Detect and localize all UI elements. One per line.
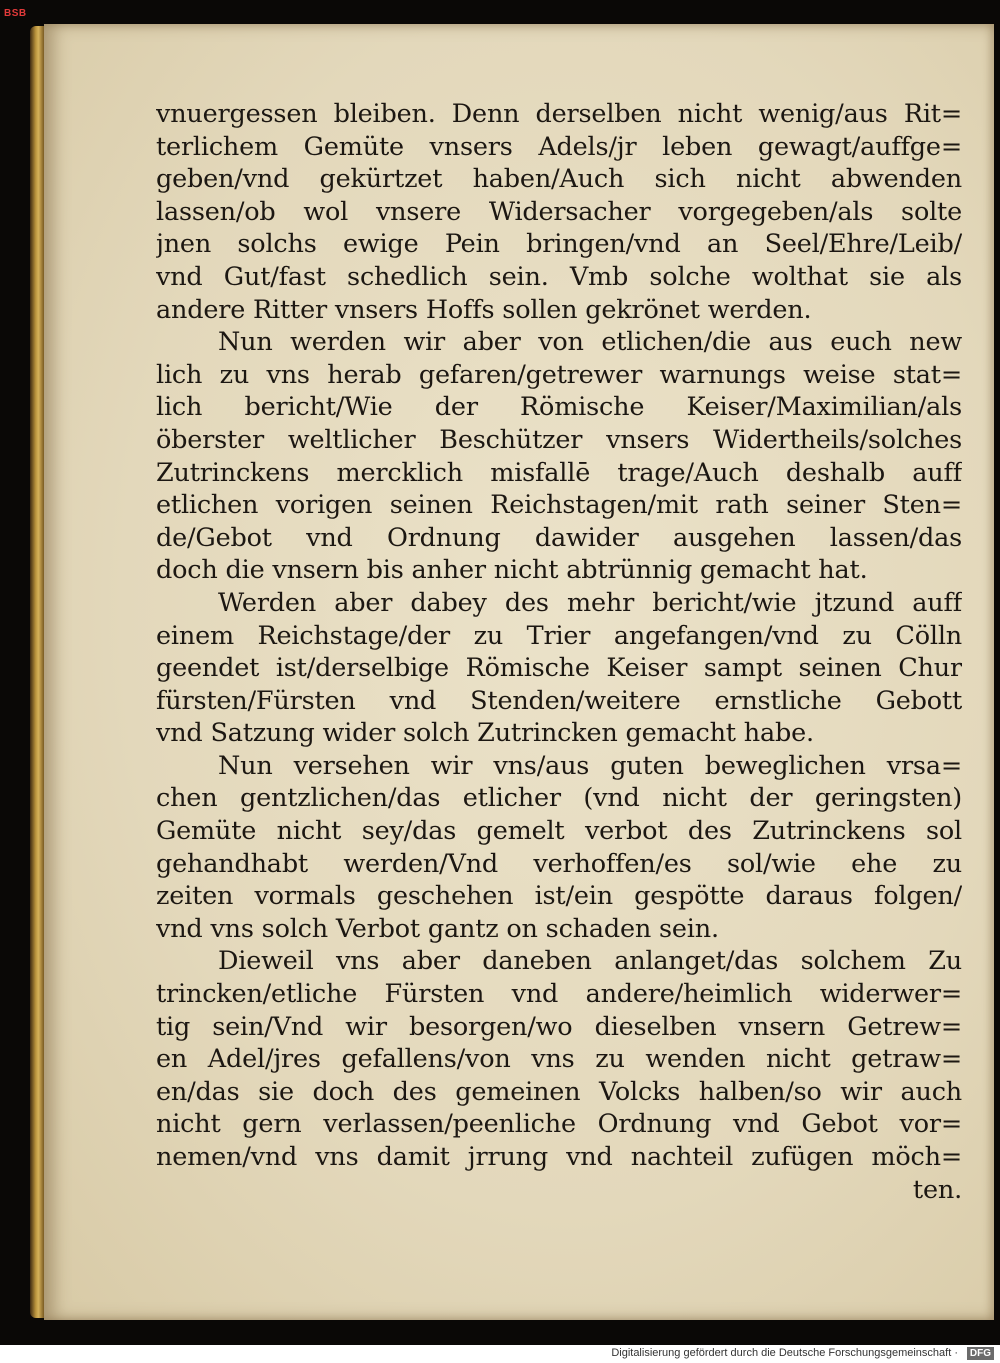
text-line: gehandhabt werden/Vnd verhoffen/es sol/wie ehe zu xyxy=(156,848,962,879)
book-edge xyxy=(30,26,44,1318)
text-line: de/Gebot vnd Ordnung dawider ausgehen lassen/das xyxy=(156,522,962,553)
library-watermark: BSB xyxy=(4,8,27,19)
paragraph-start-line: Nun versehen wir vns/aus guten beweglichen vrsa= xyxy=(218,750,962,781)
text-line: andere Ritter vnsers Hoffs sollen gekrönet werden. xyxy=(156,294,812,325)
text-line: vnd vns solch Verbot gantz on schaden sein. xyxy=(156,913,719,944)
text-line: nicht gern verlassen/peenliche Ordnung vnd Gebot vor= xyxy=(156,1109,962,1140)
paragraph-start-line: Werden aber dabey des mehr bericht/wie jtzund auff xyxy=(218,587,962,618)
text-line: en Adel/jres gefallens/von vns zu wenden nicht getraw= xyxy=(156,1044,962,1075)
catchword: ten. xyxy=(912,1174,962,1205)
text-line: vnd Gut/fast schedlich sein. Vmb solche wolthat sie als xyxy=(156,261,962,292)
text-line: öberster weltlicher Beschützer vnsers Widertheils/solches xyxy=(156,424,962,455)
text-line: vnd Satzung wider solch Zutrincken gemacht habe. xyxy=(156,718,814,749)
text-line: etlichen vorigen seinen Reichstagen/mit rath seiner Sten= xyxy=(156,490,962,521)
text-line: trincken/etliche Fürsten vnd andere/heimlich widerwer= xyxy=(156,979,962,1010)
text-line: geendet ist/derselbige Römische Keiser sampt seinen Chur xyxy=(156,653,962,684)
text-line: terlichem Gemüte vnsers Adels/jr leben gewagt/auffge= xyxy=(156,131,962,162)
text-line: lich bericht/Wie der Römische Keiser/Maximilian/als xyxy=(156,392,962,423)
dfg-logo: DFG xyxy=(967,1347,994,1360)
text-line: lassen/ob wol vnsere Widersacher vorgegeben/als solte xyxy=(156,196,962,227)
paragraph-start-line: Nun werden wir aber von etlichen/die aus euch new xyxy=(218,327,962,358)
text-line: Gemüte nicht sey/das gemelt verbot des Zutrinckens sol xyxy=(156,816,962,847)
text-line: vnuergessen bleiben. Denn derselben nicht wenig/aus Rit= xyxy=(156,99,962,129)
text-line: geben/vnd gekürtzet haben/Auch sich nicht abwenden xyxy=(156,164,962,195)
text-line: lich zu vns herab gefaren/getrewer warnungs weise stat= xyxy=(156,359,962,390)
funding-notice: Digitalisierung gefördert durch die Deutsche Forschungsgemeinschaft · xyxy=(611,1347,958,1359)
digitization-footer xyxy=(0,1345,1000,1363)
page-text-block xyxy=(156,98,962,1206)
text-line: tig sein/Vnd wir besorgen/wo dieselben vnsern Getrew= xyxy=(156,1011,962,1042)
text-line: einem Reichstage/der zu Trier angefangen/vnd zu Cölln xyxy=(156,620,962,651)
text-line: doch die vnsern bis anher nicht abtrünnig gemacht hat. xyxy=(156,555,868,586)
text-line: chen gentzlichen/das etlicher (vnd nicht der geringsten) xyxy=(156,783,962,814)
text-line: Zutrinckens mercklich misfallē trage/Auch deshalb auff xyxy=(156,457,962,488)
text-line: jnen solchs ewige Pein bringen/vnd an Seel/Ehre/Leib/ xyxy=(156,229,962,260)
text-line: fürsten/Fürsten vnd Stenden/weitere ernstliche Gebott xyxy=(156,685,962,716)
paragraph-start-line: Dieweil vns aber daneben anlanget/das solchem Zu xyxy=(218,946,962,977)
text-line: zeiten vormals geschehen ist/ein gespötte daraus folgen/ xyxy=(156,881,962,912)
text-line: nemen/vnd vns damit jrrung vnd nachteil zufügen möch= xyxy=(156,1142,962,1172)
text-line: en/das sie doch des gemeinen Volcks halben/so wir auch xyxy=(156,1076,962,1107)
